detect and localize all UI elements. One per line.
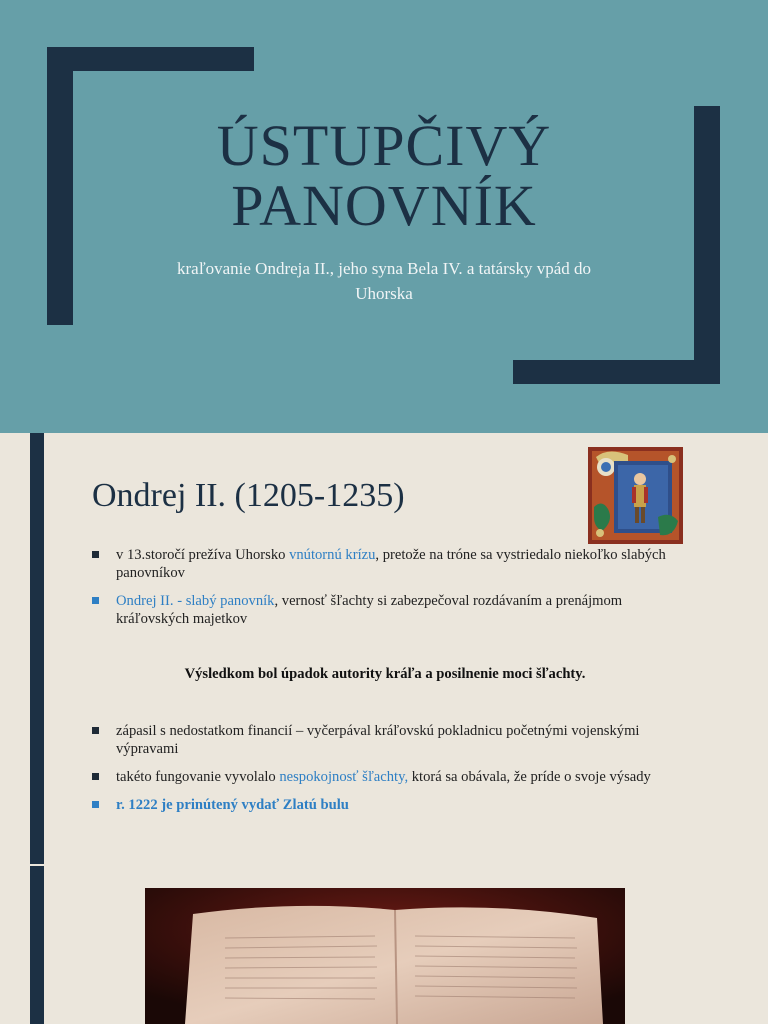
bullet-text: v 13.storočí prežíva Uhorsko — [116, 547, 290, 563]
bullet-text: , vernosť šľachty si zabezpečoval rozdávaním a prenájmom kráľovských majetkov — [116, 593, 623, 627]
bullet-square-icon — [92, 727, 99, 734]
frame-bracket-top-left — [47, 47, 254, 71]
bullet-highlight: nespokojnosť šľachty, — [279, 769, 409, 785]
title-line-2: PANOVNÍK — [231, 173, 537, 238]
title-slide — [0, 0, 768, 433]
golden-bull-document-image — [145, 888, 625, 1024]
golden-bull-document-art — [145, 888, 625, 1024]
conclusion-text: Výsledkom bol úpadok autority kráľa a posilnenie moci šľachty. — [184, 666, 586, 682]
slide-title — [120, 113, 648, 238]
frame-bracket-bottom-right — [513, 360, 720, 384]
bullet-text: zápasil s nedostatkom financií – vyčerpával kráľovskú pokladnicu početnými vojenskými výpravami — [116, 723, 640, 757]
slide-heading: Ondrej II. (1205-1235) — [92, 477, 405, 514]
frame-bracket-top-left-vertical — [47, 47, 73, 325]
bullet-highlight: Ondrej II. - slabý panovník — [116, 593, 275, 609]
bullet-text: takéto fungovanie vyvolalo — [116, 769, 280, 785]
list-item — [90, 722, 680, 758]
bullet-square-icon — [92, 597, 99, 604]
list-item — [90, 768, 680, 786]
list-item — [90, 592, 680, 628]
list-item — [90, 546, 680, 582]
bullet-text: , pretože na tróne sa vystriedalo niekoľko slabých panovníkov — [116, 547, 666, 581]
slide-subtitle: kraľovanie Ondreja II., jeho syna Bela IV. a tatársky vpád do Uhorska — [177, 259, 591, 303]
bullet-list-bottom — [90, 722, 680, 824]
bullet-list-top — [90, 546, 680, 638]
bullet-square-icon — [92, 773, 99, 780]
bullet-text: ktorá sa obávala, že príde o svoje výsady — [408, 769, 651, 785]
left-accent-bar-gap — [30, 864, 44, 866]
illuminated-initial-art — [588, 447, 683, 544]
bullet-square-icon — [92, 801, 99, 808]
left-accent-bar — [30, 433, 44, 1024]
list-item — [90, 796, 680, 814]
bullet-square-icon — [92, 551, 99, 558]
bullet-highlight: vnútornú krízu — [289, 547, 376, 563]
content-slide — [0, 433, 768, 1024]
title-line-1: ÚSTUPČIVÝ — [216, 113, 552, 178]
illuminated-initial-image — [588, 447, 683, 544]
frame-bracket-bottom-right-vertical — [694, 106, 720, 384]
bullet-highlight: r. 1222 je prinútený vydať Zlatú bulu — [116, 797, 349, 813]
